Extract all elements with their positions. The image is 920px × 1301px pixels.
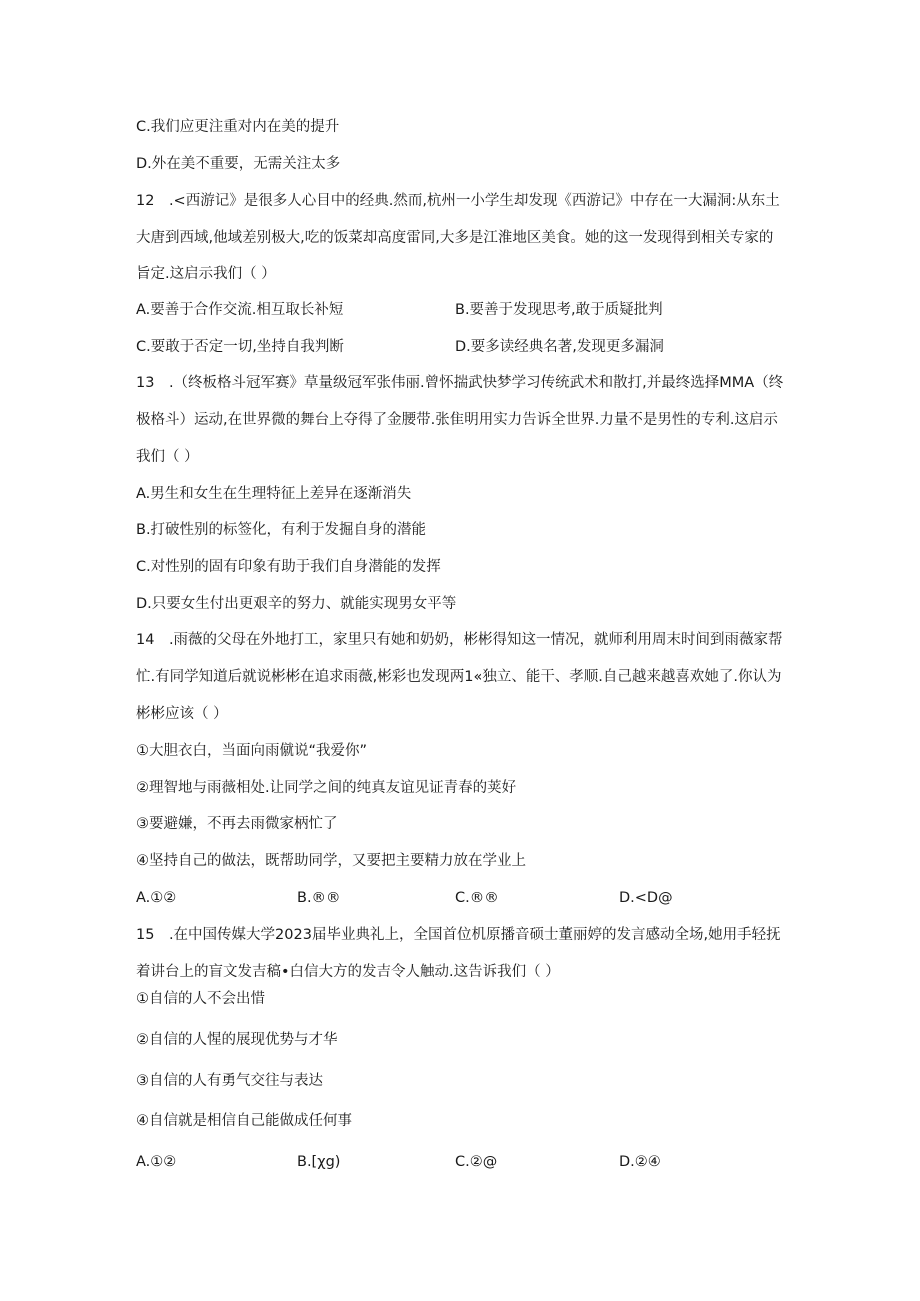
q14-statement-1: ①大胆衣白，当面向雨僦说“我爱你” — [136, 743, 368, 759]
q12-stem-line-1: 12 .<西游记》是很多人心目中的经典.然而,杭州一小学生却发现《西游记》中存在一大漏洞:从东土 — [136, 193, 780, 209]
q14-statement-2: ②理智地与雨薇相处.让同学之间的纯真友谊见证青春的荚好 — [136, 780, 517, 796]
q13-option-b: B.打破性别的标签化，有利于发掘自身的潜能 — [136, 522, 427, 538]
q14-statement-3: ③要避嫌，不再去雨微家柄忙了 — [136, 816, 338, 832]
q12-option-a: A.要善于合作交流.相互取长补短 — [136, 302, 344, 318]
q13-stem-line-2: 极格斗）运动,在世界微的舞台上夺得了金腰带.张隹明用实力告诉全世界.力量不是男性的专利.这启示 — [136, 412, 778, 428]
q14-option-a: A.①② — [136, 890, 177, 906]
q15-statement-2: ②自信的人惺的展现优势与才华 — [136, 1032, 338, 1048]
q15-stem-line-1: 15 .在中国传媒大学2023届毕业典礼上，全国首位机原播音硕士董丽婷的发言感动全场,她用手轻抚 — [136, 927, 781, 943]
q14-stem-line-2: 忙.有同学知道后就说彬彬在追求雨薇,彬彩也发现两1«独立、能干、孝顺.自己越来越喜欢她了.你认为 — [136, 669, 782, 685]
q14-stem-line-1: 14 .雨薇的父母在外地打工，家里只有她和奶奶，彬彬得知这一情况，就师利用周末时间到雨薇家帮 — [136, 632, 783, 648]
q12-stem-line-2: 大唐到西域,他域差别极大,吃的饭菜却高度雷同,大多是江淮地区美食。她的这一发现得到相关专家的 — [136, 230, 774, 246]
q12-option-c: C.要敢于否定一切,坐持自我判断 — [136, 339, 344, 355]
q15-option-d: D.②④ — [619, 1154, 661, 1170]
q13-option-d: D.只要女生付出更艰辛的努力、就能实现男女平等 — [136, 596, 457, 612]
q13-stem-line-1: 13 .（终板格斗冠军赛》草量级冠军张伟丽.曾怀揣武快梦学习传统武术和散打,并最终选择MMA（终 — [136, 375, 784, 391]
q15-option-b: B.[χg) — [297, 1154, 341, 1170]
q14-option-c: C.®® — [455, 890, 499, 906]
q14-stem-line-3: 彬彬应该（ ） — [136, 706, 228, 722]
q12-option-d: D.要多读经典名著,发现更多漏洞 — [455, 339, 664, 355]
prev-option-d: D.外在美不重要，无需关注太多 — [136, 156, 341, 172]
q15-statement-1: ①自信的人不会出惜 — [136, 991, 265, 1007]
q14-option-b: B.®® — [297, 890, 341, 906]
q15-stem-line-2: 着讲台上的盲文发吉稿•白信大方的发吉令人触动.这告诉我们（ ） — [136, 964, 560, 980]
q13-option-a: A.男生和女生在生理特征上差异在逐渐消失 — [136, 486, 412, 502]
q15-option-a: A.①② — [136, 1154, 177, 1170]
q15-statement-3: ③自信的人有勇气交往与表达 — [136, 1073, 323, 1089]
q14-statement-4: ④坚持自己的做法，既帮助同学，又要把主要精力放在学业上 — [136, 853, 526, 869]
q13-option-c: C.对性别的固有印象有助于我们自身潜能的发挥 — [136, 559, 441, 575]
q15-statement-4: ④自信就是相信自己能做成任何事 — [136, 1113, 352, 1129]
prev-option-c: C.我们应更注重对内在美的提升 — [136, 119, 340, 135]
q12-stem-line-3: 旨定.这启示我们（ ） — [136, 266, 276, 282]
q13-stem-line-3: 我们（ ） — [136, 449, 199, 465]
q14-option-d: D.<D@ — [619, 890, 673, 906]
q15-option-c: C.②@ — [455, 1154, 498, 1170]
q12-option-b: B.要善于发现思考,敢于质疑批判 — [455, 302, 663, 318]
